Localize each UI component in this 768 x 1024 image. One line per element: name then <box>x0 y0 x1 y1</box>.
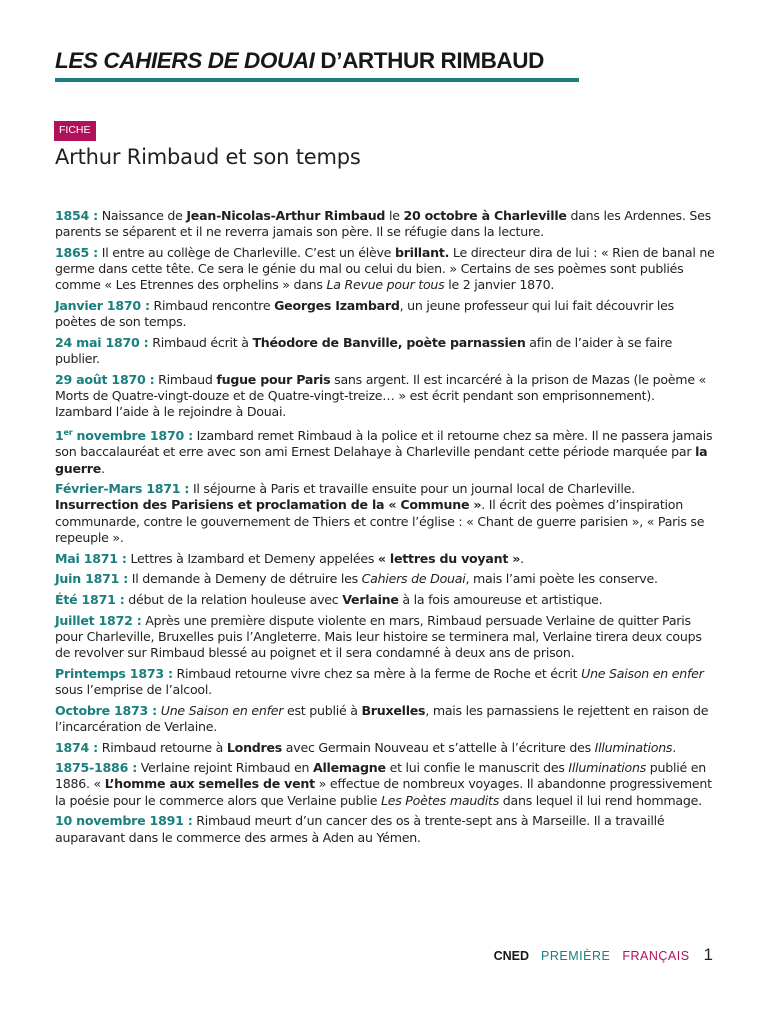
entry-text: Il demande à Demeny de détruire les <box>128 571 362 587</box>
entry-text: Il séjourne à Paris et travaille ensuite pour un journal local de Charleville. <box>189 481 635 497</box>
timeline-entry <box>55 613 715 662</box>
entry-text: Rimbaud retourne à <box>97 739 227 755</box>
entry-text: est publié à <box>283 702 362 718</box>
entry-text: Après une première dispute violente en mars, Rimbaud persuade Verlaine de quitter Paris pour Charleville, Bruxelles puis l’Angleterre. Mais leur histoire se terminera mal, Verlaine tirera deux coups de revolver sur Rimbaud blessé au poignet et il sera condamné à deux ans de prison. <box>55 612 702 661</box>
entry-text: dans lequel il lui rend hommage. <box>499 792 702 808</box>
entry-text: sans argent. Il est incarcéré à la prison de Mazas (le poème « Morts de Quatre-vingt-douze et de Quatre-vingt-treize… » est écrit pendant son emprisonnement). Izambard l’aide à le rejoindre à Douai. <box>55 371 707 420</box>
entry-date: 29 août 1870 : <box>55 371 155 387</box>
entry-text: Rimbaud écrit à <box>148 334 253 350</box>
entry-text: . <box>520 550 524 566</box>
entry-date: Juillet 1872 : <box>55 612 142 628</box>
entry-italic-text: Une Saison en enfer <box>581 665 704 681</box>
entry-date: 24 mai 1870 : <box>55 334 149 350</box>
entry-text: Rimbaud <box>154 371 217 387</box>
entry-date: Juin 1871 : <box>55 571 129 587</box>
entry-bold-text: Insurrection des Parisiens et proclamation de la « Commune » <box>55 497 482 513</box>
entry-text: . <box>672 739 677 755</box>
entry-text: à la fois amoureuse et artistique. <box>398 591 603 607</box>
entry-italic-text: Illuminations <box>568 760 647 776</box>
entry-date: 10 novembre 1891 : <box>55 813 193 829</box>
entry-bold-text: la guerre <box>55 444 708 476</box>
document-header <box>55 46 579 82</box>
entry-italic-text: Illuminations <box>594 739 673 755</box>
entry-text: Le directeur dira de lui : « Rien de banal ne germe dans cette tête. Ce sera le génie du mal ou celui du bien. » Certains de ses poèmes sont publiés comme « Les Etrennes des orphelins » dans <box>55 244 715 293</box>
entry-text: Il entre au collège de Charleville. C’est un élève <box>97 244 395 260</box>
entry-text: le 2 janvier 1870. <box>444 277 555 293</box>
entry-bold-text: Verlaine <box>342 591 399 607</box>
timeline-entry <box>55 245 715 294</box>
entry-date: Février-Mars 1871 : <box>55 481 190 497</box>
timeline-entry <box>55 551 715 567</box>
title-underline-rule <box>55 78 579 82</box>
entry-text: avec Germain Nouveau et s’attelle à l’écriture des <box>282 739 595 755</box>
page-number: 1 <box>703 945 713 964</box>
timeline-entry <box>55 592 715 608</box>
entry-text: , un jeune professeur qui lui fait découvrir les poètes de son temps. <box>55 298 674 330</box>
timeline-entry <box>55 740 715 756</box>
entry-text: Izambard remet Rimbaud à la police et il retourne chez sa mère. Il ne passera jamais son baccalauréat et erre avec son ami Ernest Delahaye à Charleville pendant cette période marquée par <box>55 428 713 460</box>
timeline-entry <box>55 298 715 330</box>
entry-text: . <box>101 460 105 476</box>
entry-bold-text: Bruxelles <box>361 702 426 718</box>
entry-bold-text: Georges Izambard <box>274 298 400 314</box>
timeline-entry <box>55 666 715 698</box>
entry-text: le <box>385 208 404 223</box>
entry-date: Mai 1871 : <box>55 550 127 566</box>
entry-bold-text: Théodore de Banville, poète parnassien <box>252 334 526 350</box>
fiche-badge: FICHE <box>54 121 96 141</box>
entry-bold-text: « lettres du voyant » <box>377 550 521 566</box>
page-footer <box>494 945 713 965</box>
entry-text: Rimbaud meurt d’un cancer des os à trente-sept ans à Marseille. Il a travaillé auparavant dans le commerce des armes à Aden au Yémen. <box>55 813 665 845</box>
entry-text: début de la relation houleuse avec <box>124 591 343 607</box>
document-title <box>55 46 579 76</box>
entry-date: 1er novembre 1870 : <box>55 427 193 444</box>
entry-bold-text: L’homme aux semelles de vent <box>104 776 315 792</box>
entry-date: Été 1871 : <box>55 591 125 607</box>
entry-text: Rimbaud rencontre <box>149 298 275 314</box>
entry-text: Lettres à Izambard et Demeny appelées <box>126 550 378 566</box>
entry-text: . Il écrit des poèmes d’inspiration communarde, contre le gouvernement de Thiers et contre l’église : « Chant de guerre parisien », « Paris se repeuple ». <box>55 497 705 545</box>
timeline-entry <box>55 571 715 587</box>
entry-bold-text: Allemagne <box>312 760 386 776</box>
timeline-entry <box>55 481 715 546</box>
entry-italic-text: La Revue pour tous <box>326 277 445 293</box>
entry-date: 1874 : <box>55 739 98 755</box>
entry-text: et lui confie le manuscrit des <box>385 760 569 776</box>
entry-text: Naissance de <box>97 208 187 223</box>
footer-brand: CNED <box>493 949 530 963</box>
entry-date: Janvier 1870 : <box>55 298 150 314</box>
entry-bold-text: Londres <box>226 739 283 755</box>
entry-italic-text: Cahiers de Douai <box>361 571 466 587</box>
entry-text: » effectue de nombreux voyages. Il abandonne progressivement la poésie pour le commerce alors que Verlaine publie <box>55 776 712 808</box>
section-title: Arthur Rimbaud et son temps <box>55 145 361 169</box>
entry-date: Octobre 1873 : <box>55 702 157 718</box>
entry-bold-text: 20 octobre à Charleville <box>403 208 567 223</box>
entry-text: sous l’emprise de l’alcool. <box>55 681 212 697</box>
entry-bold-text: fugue pour Paris <box>216 371 331 387</box>
timeline-entry <box>55 335 715 367</box>
timeline-entry <box>55 760 715 809</box>
footer-subject: FRANÇAIS <box>622 949 690 963</box>
entry-bold-text: Jean-Nicolas-Arthur Rimbaud <box>186 208 386 223</box>
entry-text: afin de l’aider à se faire publier. <box>55 334 673 367</box>
footer-level: PREMIÈRE <box>541 949 611 963</box>
entry-italic-text: Une Saison en enfer <box>160 702 284 718</box>
timeline-entry <box>55 703 715 735</box>
title-italic: LES CAHIERS DE DOUAI <box>55 48 315 73</box>
entry-text: , mais les parnassiens le rejettent en raison de l’incarcération de Verlaine. <box>55 702 709 734</box>
entry-date: 1875-1886 : <box>55 760 137 776</box>
timeline-entry <box>55 208 715 240</box>
entry-date: 1865 : <box>55 244 98 260</box>
entry-italic-text: Les Poètes maudits <box>380 792 500 808</box>
entry-bold-text: brillant. <box>394 244 450 260</box>
entry-text: dans les Ardennes. Ses parents se séparent et il ne reverra jamais son père. Il se réfugie dans la lecture. <box>55 208 711 240</box>
entry-text: Verlaine rejoint Rimbaud en <box>137 760 313 776</box>
timeline <box>55 208 715 850</box>
entry-date: Printemps 1873 : <box>55 665 173 681</box>
entry-date: 1854 : <box>55 208 98 223</box>
entry-text: Rimbaud retourne vivre chez sa mère à la ferme de Roche et écrit <box>172 665 582 681</box>
title-rest: D’ARTHUR RIMBAUD <box>314 48 544 73</box>
timeline-entry <box>55 372 715 421</box>
timeline-entry <box>55 813 715 845</box>
timeline-entry <box>55 425 715 477</box>
entry-text: , mais l’ami poète les conserve. <box>465 571 658 587</box>
entry-text: publié en 1886. « <box>55 760 706 792</box>
